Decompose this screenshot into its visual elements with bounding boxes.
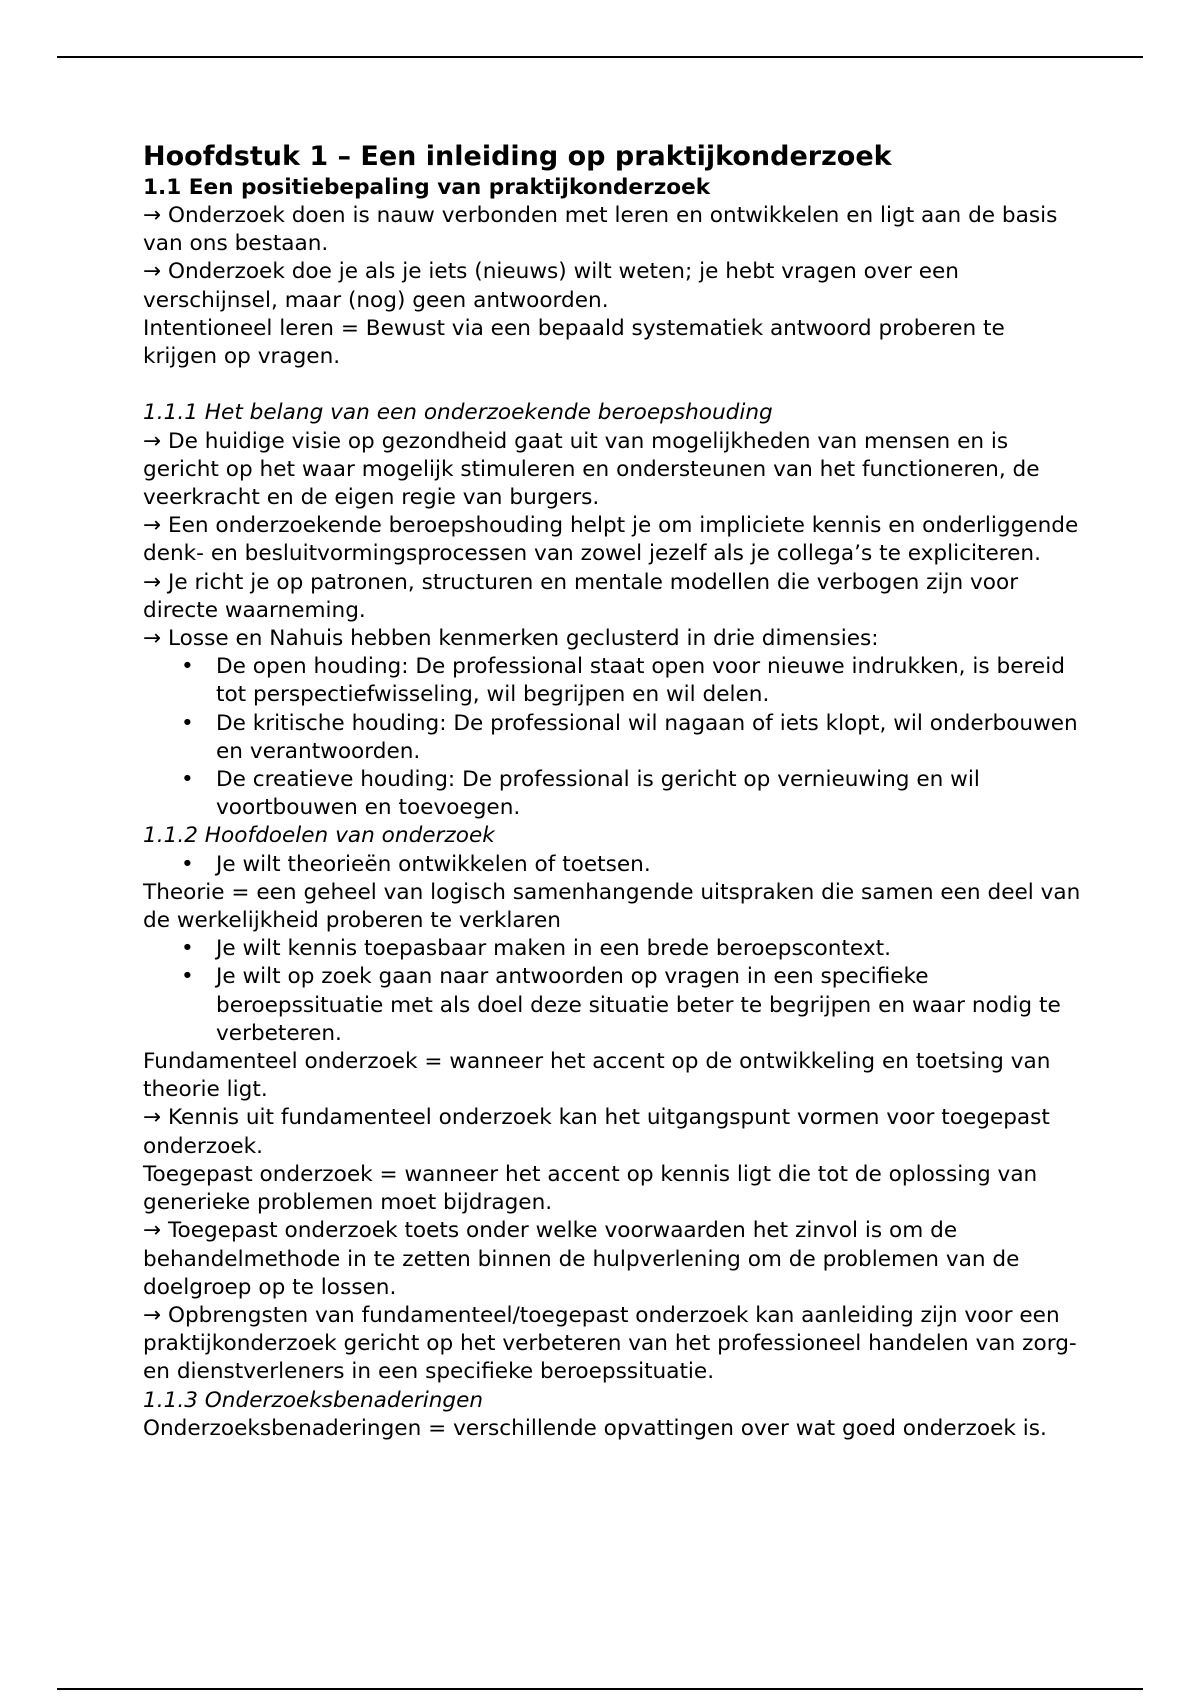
paragraph: → Onderzoek doe je als je iets (nieuws) wilt weten; je hebt vragen over een verschijnsel, maar (nog) geen antwoorden. (143, 259, 959, 313)
chapter-title: Hoofdstuk 1 – Een inleiding op praktijkonderzoek (143, 141, 892, 172)
paragraph: → Je richt je op patronen, structuren en mentale modellen die verbogen zijn voor directe waarneming. (143, 569, 1019, 623)
paragraph: Intentioneel leren = Bewust via een bepaald systematiek antwoord proberen te krijgen op vragen. (143, 315, 1005, 370)
dimension-list (143, 653, 1083, 822)
paragraph: → Kennis uit fundamenteel onderzoek kan het uitgangspunt vormen voor toegepast onderzoek. (143, 1105, 1050, 1159)
blank-line (143, 371, 1083, 399)
subsection-heading-1-1-1: 1.1.1 Het belang van een onderzoekende beroepshouding (143, 400, 773, 426)
list-item: • Je wilt theorieën ontwikkelen of toetsen. (143, 851, 1083, 879)
list-item: • Je wilt kennis toepasbaar maken in een brede beroepscontext. (143, 935, 1083, 963)
theory-definition: Theorie = een geheel van logisch samenhangende uitspraken die samen een deel van de werkelijkheid proberen te verklaren (143, 879, 1081, 934)
list-item: • De open houding: De professional staat open voor nieuwe indrukken, is bereid tot perspectiefwisseling, wil begrijpen en wil delen. (143, 653, 1083, 709)
footer-rule (57, 1688, 1143, 1690)
paragraph: → De huidige visie op gezondheid gaat uit van mogelijkheden van mensen en is gericht op het waar mogelijk stimuleren en ondersteunen van het functioneren, de veerkracht en de eigen regie van burgers. (143, 428, 1040, 511)
list-item: • Je wilt op zoek gaan naar antwoorden op vragen in een specifieke beroepssituatie met als doel deze situatie beter te begrijpen en waar nodig te verbeteren. (143, 963, 1083, 1048)
paragraph: Fundamenteel onderzoek = wanneer het accent op de ontwikkeling en toetsing van theorie ligt. (143, 1049, 1051, 1103)
subsection-heading-1-1-3: 1.1.3 Onderzoeksbenaderingen (143, 1387, 484, 1413)
paragraph: → Losse en Nahuis hebben kenmerken geclusterd in drie dimensies: (143, 626, 879, 652)
document-body (143, 140, 1083, 1443)
list-item: • De kritische houding: De professional wil nagaan of iets klopt, wil onderbouwen en verantwoorden. (143, 710, 1083, 766)
subsection-heading-1-1-2: 1.1.2 Hoofdoelen van onderzoek (143, 823, 495, 849)
goals-list-a (143, 851, 1083, 879)
paragraph: → Toegepast onderzoek toets onder welke voorwaarden het zinvol is om de behandelmethode in te zetten binnen de hulpverlening om de problemen van de doelgroep op te lossen. (143, 1218, 1020, 1300)
paragraph: Toegepast onderzoek = wanneer het accent op kennis ligt die tot de oplossing van generieke problemen moet bijdragen. (143, 1161, 1038, 1216)
section-heading-1-1: 1.1 Een positiebepaling van praktijkonderzoek (143, 175, 711, 200)
paragraph: → Een onderzoekende beroepshouding helpt je om impliciete kennis en onderliggende denk- en besluitvormingsprocessen van zowel jezelf als je collega’s te expliciteren. (143, 513, 1079, 567)
paragraph: → Opbrengsten van fundamenteel/toegepast onderzoek kan aanleiding zijn voor een praktijkonderzoek gericht op het verbeteren van het professioneel handelen van zorg- en dienstverleners in een specifieke beroepssituatie. (143, 1302, 1077, 1385)
paragraph: → Onderzoek doen is nauw verbonden met leren en ontwikkelen en ligt aan de basis van ons bestaan. (143, 203, 1058, 257)
goals-list-b (143, 935, 1083, 1048)
paragraph: Onderzoeksbenaderingen = verschillende opvattingen over wat goed onderzoek is. (143, 1415, 1047, 1441)
header-rule (57, 56, 1143, 58)
list-item: • De creatieve houding: De professional is gericht op vernieuwing en wil voortbouwen en toevoegen. (143, 766, 1083, 822)
